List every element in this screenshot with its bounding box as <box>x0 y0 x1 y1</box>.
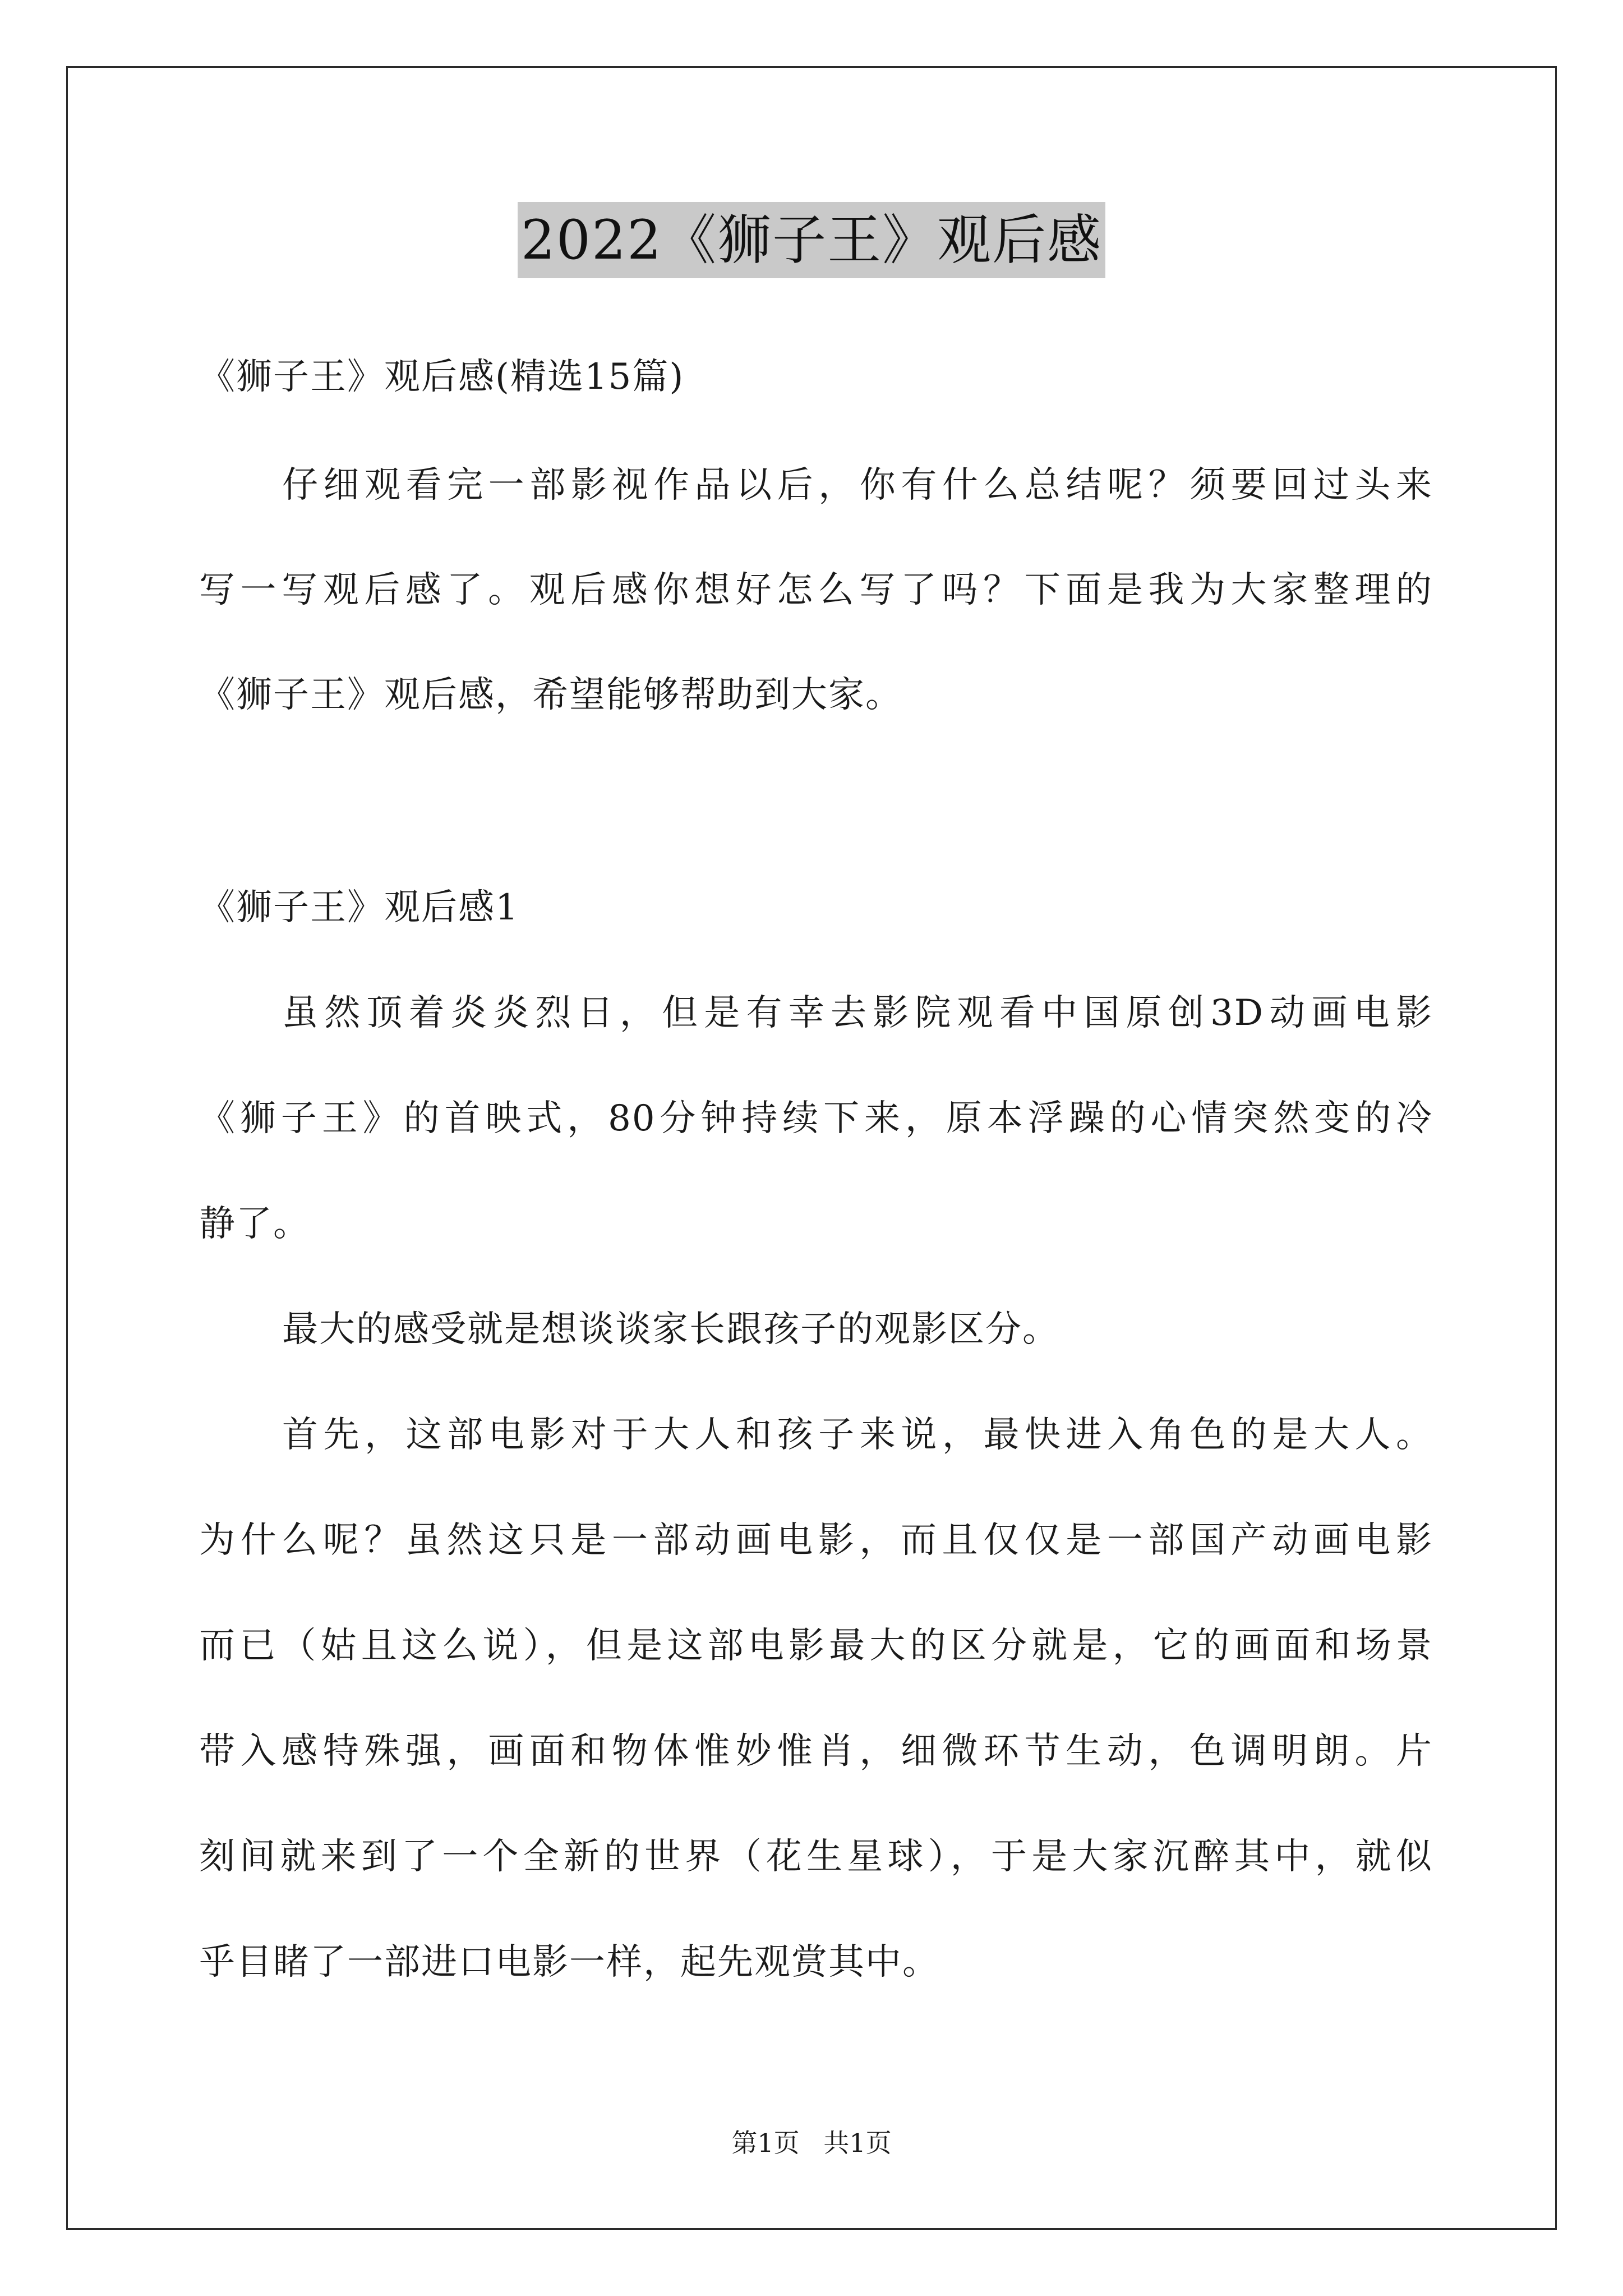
paragraph-line: 《狮子王》的首映式，80分钟持续下来，原本浮躁的心情突然变的冷 <box>199 1098 1433 1139</box>
intro-line: 《狮子王》观后感，希望能够帮助到大家。 <box>199 674 902 716</box>
page-total: 共1页 <box>823 2128 892 2158</box>
paragraph-line: 虽然顶着炎炎烈日，但是有幸去影院观看中国原创3D动画电影 <box>282 992 1433 1034</box>
paragraph-line: 刻间就来到了一个全新的世界（花生星球），于是大家沉醉其中，就似 <box>199 1836 1433 1878</box>
paragraph-line: 带入感特殊强，画面和物体惟妙惟肖，细微环节生动，色调明朗。片 <box>199 1731 1433 1772</box>
title-container <box>0 202 1623 278</box>
document-subtitle: 《狮子王》观后感(精选15篇) <box>199 356 685 398</box>
paragraph-line: 静了。 <box>199 1203 310 1245</box>
paragraph-line: 首先，这部电影对于大人和孩子来说，最快进入角色的是大人。 <box>282 1414 1433 1456</box>
section-heading: 《狮子王》观后感1 <box>199 887 519 928</box>
paragraph-line: 为什么呢？虽然这只是一部动画电影，而且仅仅是一部国产动画电影 <box>199 1520 1433 1561</box>
paragraph-line: 最大的感受就是想谈谈家长跟孩子的观影区分。 <box>282 1309 1059 1350</box>
intro-line: 仔细观看完一部影视作品以后，你有什么总结呢？须要回过头来 <box>282 464 1433 506</box>
document-title: 2022《狮子王》观后感 <box>518 202 1105 278</box>
page-number: 第1页 <box>731 2128 800 2158</box>
intro-line: 写一写观后感了。观后感你想好怎么写了吗？下面是我为大家整理的 <box>199 569 1433 611</box>
page-footer <box>0 2126 1623 2160</box>
paragraph-line: 乎目睹了一部进口电影一样，起先观赏其中。 <box>199 1941 939 1983</box>
paragraph-line: 而已（姑且这么说），但是这部电影最大的区分就是，它的画面和场景 <box>199 1625 1433 1667</box>
